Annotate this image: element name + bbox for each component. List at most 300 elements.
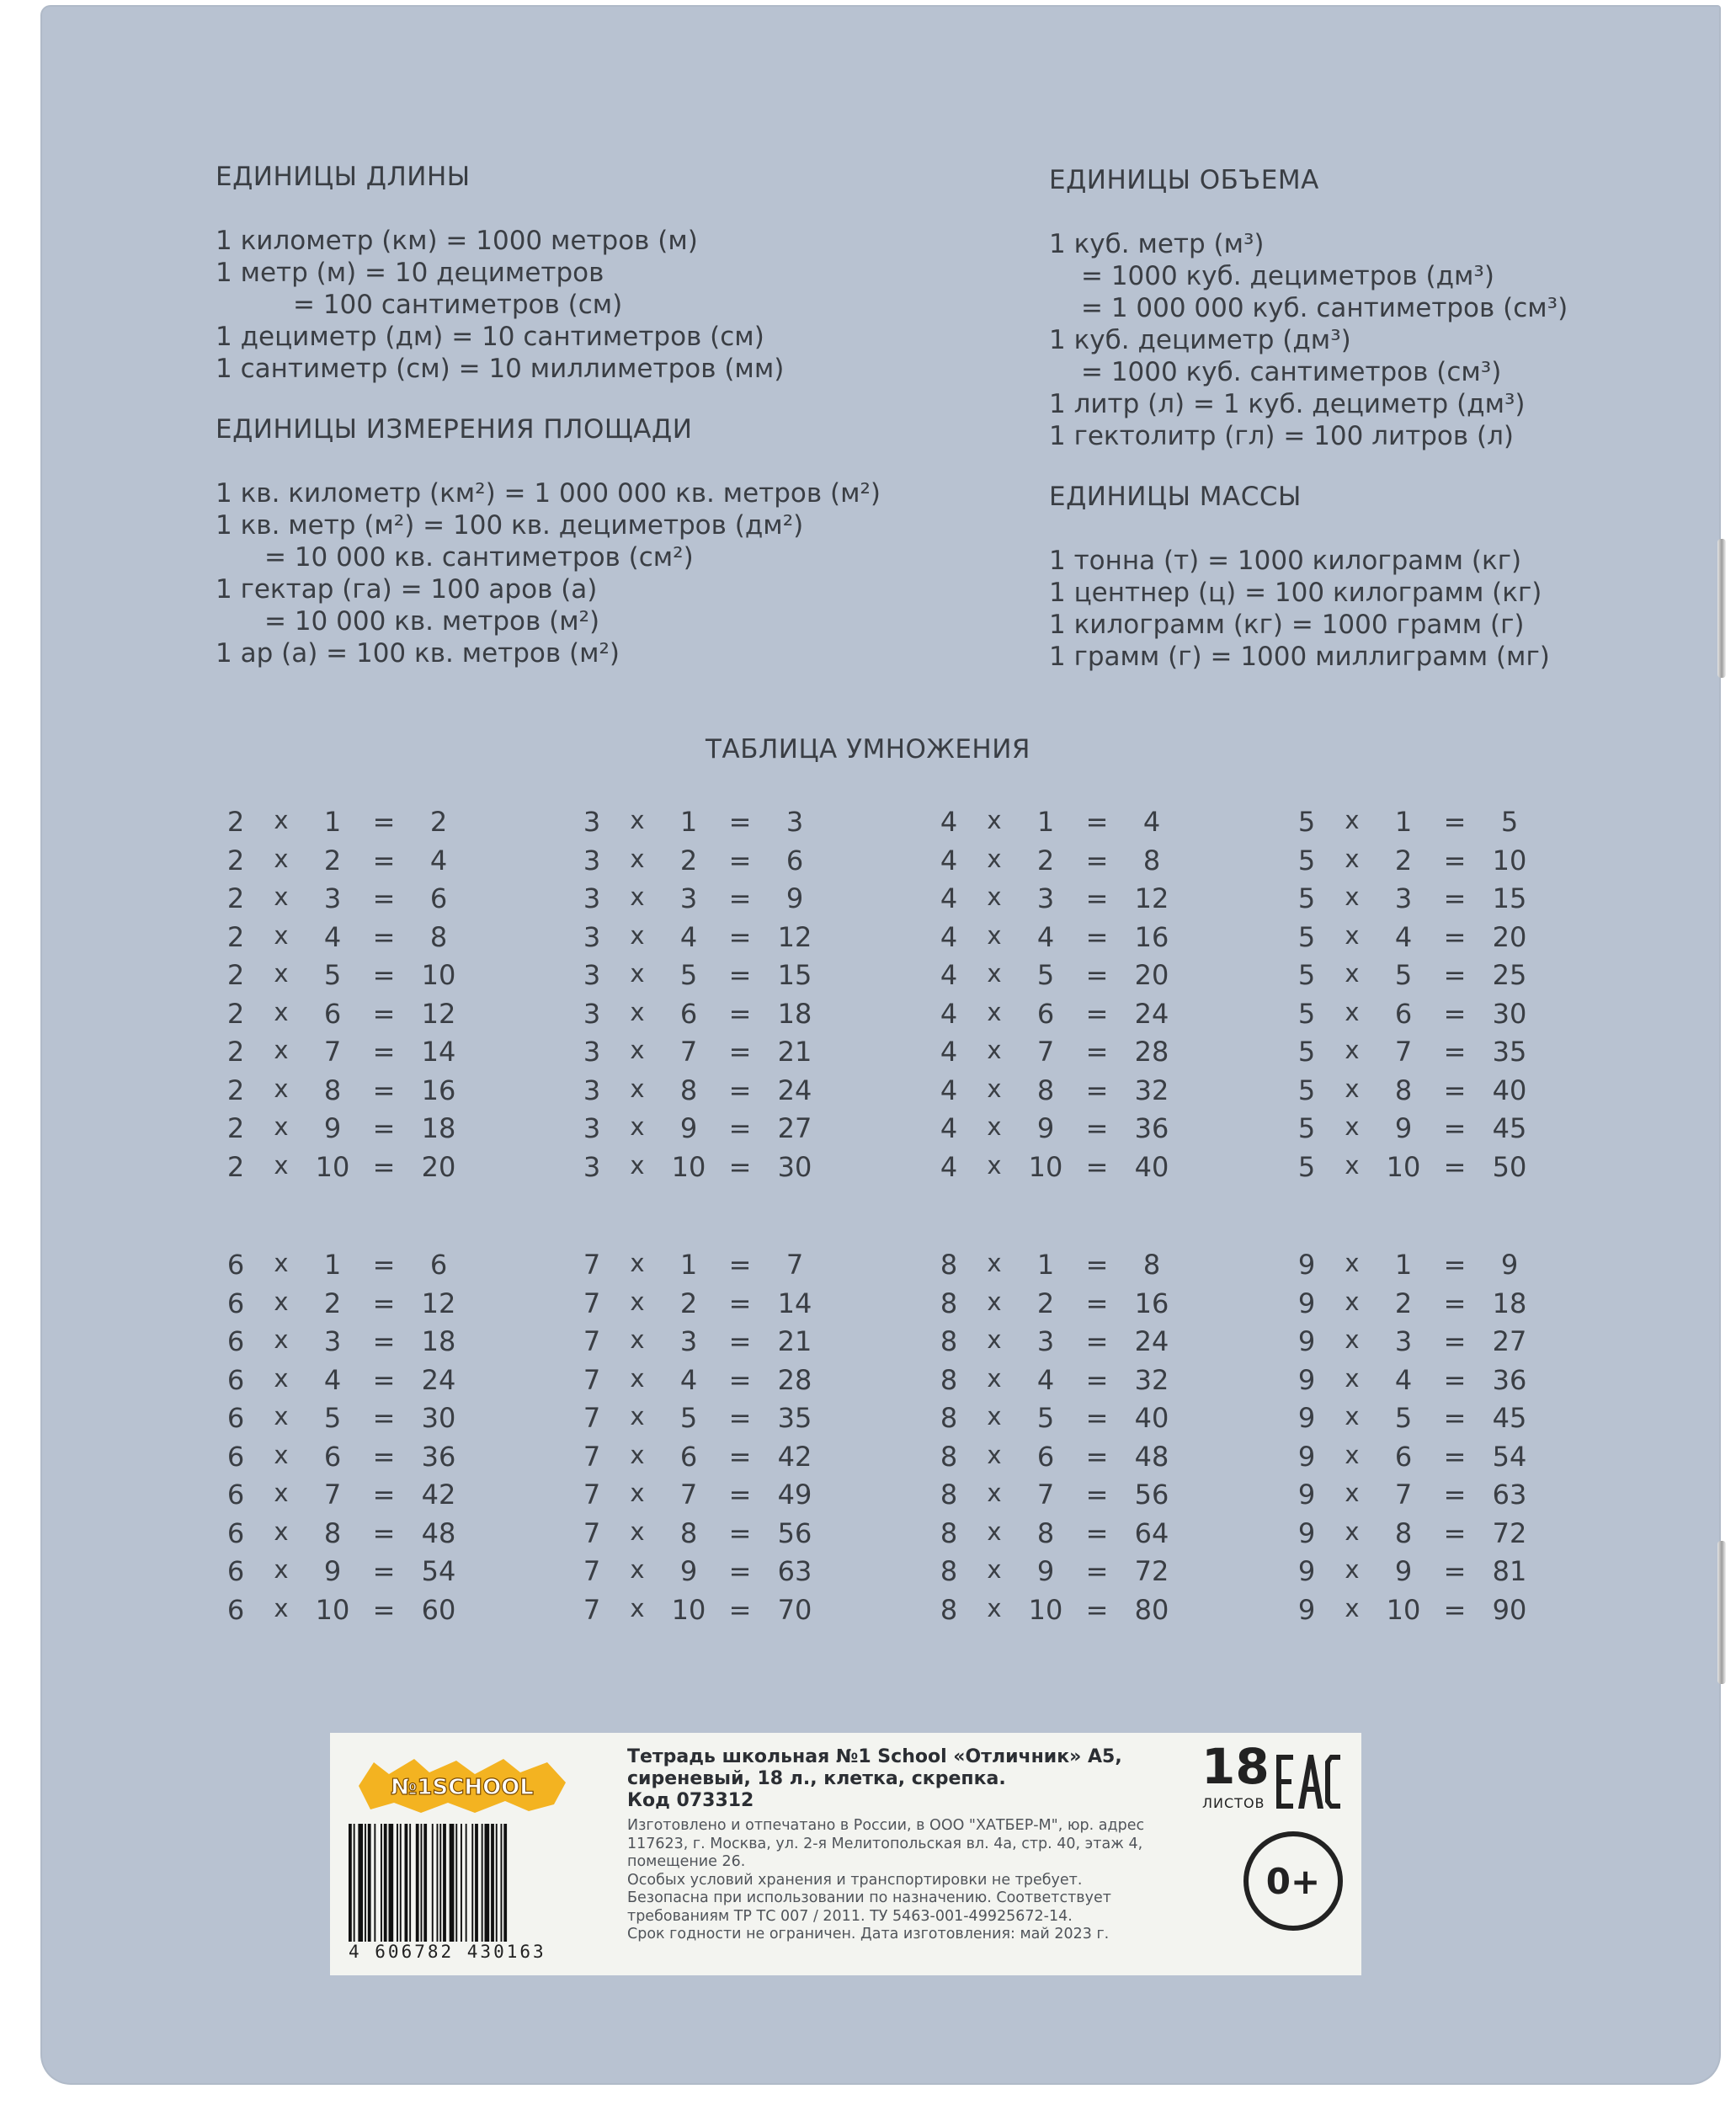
equals-sign: =: [728, 1036, 752, 1068]
multiplication-row: [223, 806, 476, 845]
multiplicand: 8: [940, 1402, 958, 1434]
multiplier: 8: [679, 1516, 698, 1549]
equals-sign: =: [1085, 806, 1109, 838]
multiplier: 3: [679, 882, 698, 914]
multiplicand: 5: [1297, 1112, 1316, 1144]
multiplicand: 8: [940, 1287, 958, 1319]
multiplicand: 6: [226, 1287, 245, 1319]
equals-sign: =: [372, 1074, 396, 1106]
multiplication-row: [1294, 1517, 1547, 1556]
barcode-bar: [432, 1824, 434, 1942]
times-sign: x: [1345, 1440, 1360, 1469]
multiplication-row: [936, 1287, 1189, 1326]
equals-sign: =: [728, 1287, 752, 1319]
multiplicand: 9: [1297, 1440, 1316, 1473]
times-sign: x: [987, 806, 1002, 834]
equals-sign: =: [372, 1440, 396, 1473]
multiplication-row: [936, 1151, 1189, 1190]
equals-sign: =: [1443, 1112, 1467, 1144]
multiplication-row: [1294, 1441, 1547, 1479]
multiplication-row: [579, 1287, 832, 1326]
times-sign: x: [274, 920, 289, 950]
multiplicand: 7: [583, 1325, 601, 1357]
product: 8: [1142, 844, 1161, 877]
product: 18: [421, 1112, 456, 1144]
equals-sign: =: [1085, 844, 1109, 877]
multiplication-row: [1294, 1074, 1547, 1113]
product: 50: [1492, 1150, 1527, 1183]
product: 20: [1134, 959, 1169, 991]
multiplier: 10: [315, 1150, 350, 1183]
multiplier: 4: [1394, 1363, 1413, 1396]
barcode-bar: [439, 1824, 441, 1942]
volume-line: 1 куб. метр (м³): [1049, 229, 1265, 259]
equals-sign: =: [728, 920, 752, 953]
multiplication-row: [1294, 1112, 1547, 1151]
multiplication-table-2: [223, 806, 476, 1189]
multiplication-row: [223, 1594, 476, 1633]
product: 28: [777, 1363, 812, 1396]
info-line: Срок годности не ограничен. Дата изготовления: май 2023 г.: [627, 1926, 1110, 1942]
multiplicand: 5: [1297, 1074, 1316, 1106]
times-sign: x: [1345, 1555, 1360, 1584]
multiplication-table-6: [223, 1249, 476, 1632]
barcode-bar: [496, 1824, 498, 1942]
product: 18: [1492, 1287, 1527, 1319]
multiplication-row: [223, 1287, 476, 1326]
equals-sign: =: [372, 1363, 396, 1396]
multiplicand: 4: [940, 920, 958, 953]
multiplier: 3: [323, 1325, 342, 1357]
product: 3: [785, 806, 804, 838]
product: 49: [777, 1479, 812, 1511]
length-units-block: [216, 161, 881, 669]
multiplicand: 3: [583, 1150, 601, 1183]
multiplication-row: [579, 1402, 832, 1441]
times-sign: x: [274, 1074, 289, 1103]
product: 30: [421, 1402, 456, 1434]
volume-line: = 1000 куб. сантиметров (см³): [1081, 357, 1502, 387]
volume-line: 1 литр (л) = 1 куб. дециметр (дм³): [1049, 389, 1526, 419]
area-line: 1 гектар (га) = 100 аров (а): [216, 574, 598, 605]
product: 60: [421, 1593, 456, 1626]
multiplicand: 6: [226, 1516, 245, 1549]
equals-sign: =: [372, 1516, 396, 1549]
equals-sign: =: [1085, 959, 1109, 991]
times-sign: x: [630, 1249, 645, 1277]
equals-sign: =: [1085, 1036, 1109, 1068]
times-sign: x: [630, 1593, 645, 1623]
volume-line: 1 куб. дециметр (дм³): [1049, 325, 1351, 355]
length-line: 1 дециметр (дм) = 10 сантиметров (см): [216, 322, 764, 352]
info-line: 117623, г. Москва, ул. 2-я Мелитопольская вл. 4а, стр. 40, этаж 4,: [627, 1835, 1143, 1852]
multiplication-table-5: [1294, 806, 1547, 1189]
barcode-bar: [409, 1824, 411, 1942]
multiplicand: 2: [226, 806, 245, 838]
multiplicand: 9: [1297, 1402, 1316, 1434]
product: 4: [429, 844, 448, 877]
times-sign: x: [630, 1150, 645, 1180]
multiplicand: 3: [583, 959, 601, 991]
equals-sign: =: [1443, 1036, 1467, 1068]
product: 63: [777, 1555, 812, 1587]
multiplier: 6: [323, 1440, 342, 1473]
volume-line: = 1 000 000 куб. сантиметров (см³): [1081, 293, 1568, 323]
multiplicand: 2: [226, 1150, 245, 1183]
barcode-bar: [501, 1824, 503, 1942]
multiplier: 10: [1386, 1150, 1421, 1183]
times-sign: x: [987, 1402, 1002, 1431]
mass-line: 1 грамм (г) = 1000 миллиграмм (мг): [1049, 642, 1550, 672]
multiplicand: 8: [940, 1516, 958, 1549]
barcode-bar: [349, 1824, 352, 1942]
multiplier: 8: [1394, 1074, 1413, 1106]
equals-sign: =: [372, 1036, 396, 1068]
multiplication-row: [223, 1036, 476, 1074]
times-sign: x: [987, 844, 1002, 873]
barcode-bar: [416, 1824, 419, 1942]
multiplier: 7: [1394, 1036, 1413, 1068]
multiplier: 2: [1394, 1287, 1413, 1319]
equals-sign: =: [728, 959, 752, 991]
equals-sign: =: [372, 1150, 396, 1183]
times-sign: x: [1345, 959, 1360, 988]
product: 12: [421, 1287, 456, 1319]
multiplication-table-4: [936, 806, 1189, 1189]
barcode-bar: [374, 1824, 375, 1942]
product-code: Код 073312: [627, 1790, 754, 1811]
times-sign: x: [630, 1112, 645, 1141]
multiplier: 4: [1036, 920, 1055, 953]
product: 10: [421, 959, 456, 991]
equals-sign: =: [1443, 1516, 1467, 1549]
times-sign: x: [630, 1363, 645, 1393]
multiplicand: 5: [1297, 806, 1316, 838]
multiplicand: 4: [940, 1036, 958, 1068]
multiplicand: 7: [583, 1287, 601, 1319]
multiplication-row: [936, 1112, 1189, 1151]
length-line: 1 метр (м) = 10 дециметров: [216, 258, 604, 288]
times-sign: x: [630, 1479, 645, 1507]
multiplication-row: [936, 845, 1189, 883]
product: 2: [429, 806, 448, 838]
product: 16: [1134, 920, 1169, 953]
times-sign: x: [1345, 806, 1360, 834]
multiplicand: 6: [226, 1402, 245, 1434]
product: 35: [1492, 1036, 1527, 1068]
multiplier: 5: [323, 1402, 342, 1434]
multiplication-title: ТАБЛИЦА УМНОЖЕНИЯ: [706, 734, 1030, 765]
equals-sign: =: [372, 1402, 396, 1434]
sheet-count-label: ЛИСТОВ: [1202, 1795, 1265, 1811]
product: 21: [777, 1325, 812, 1357]
product: 8: [1142, 1249, 1161, 1281]
multiplier: 9: [323, 1112, 342, 1144]
equals-sign: =: [372, 1112, 396, 1144]
times-sign: x: [987, 1287, 1002, 1316]
equals-sign: =: [372, 1479, 396, 1511]
multiplicand: 4: [940, 997, 958, 1030]
product: 12: [777, 920, 812, 953]
multiplicand: 5: [1297, 882, 1316, 914]
volume-units-block: [1049, 164, 1568, 673]
equals-sign: =: [1443, 1249, 1467, 1281]
times-sign: x: [274, 1593, 289, 1623]
multiplication-row: [1294, 1479, 1547, 1517]
multiplicand: 7: [583, 1555, 601, 1587]
product: 6: [429, 882, 448, 914]
product: 40: [1134, 1150, 1169, 1183]
times-sign: x: [274, 997, 289, 1026]
multiplier: 10: [1028, 1593, 1063, 1626]
multiplication-row: [936, 998, 1189, 1037]
multiplication-row: [936, 1555, 1189, 1594]
equals-sign: =: [1085, 882, 1109, 914]
multiplicand: 6: [226, 1363, 245, 1396]
multiplicand: 4: [940, 806, 958, 838]
equals-sign: =: [1085, 1112, 1109, 1144]
area-line: 1 кв. километр (км²) = 1 000 000 кв. метров (м²): [216, 478, 881, 509]
info-line: Безопасна при использовании по назначению. Соответствует: [627, 1889, 1111, 1906]
multiplication-row: [579, 1517, 832, 1556]
product: 28: [1134, 1036, 1169, 1068]
product-title: [627, 1746, 1122, 1812]
multiplicand: 8: [940, 1479, 958, 1511]
barcode-bar: [471, 1824, 473, 1942]
multiplier: 10: [1386, 1593, 1421, 1626]
times-sign: x: [630, 1074, 645, 1103]
age-rating-badge: 0+: [1243, 1831, 1343, 1931]
mass-line: 1 центнер (ц) = 100 килограмм (кг): [1049, 578, 1542, 608]
multiplication-row: [579, 1151, 832, 1190]
product-title-line: сиреневый, 18 л., клетка, скрепка.: [627, 1768, 1006, 1789]
barcode-bar: [389, 1824, 394, 1942]
product: 30: [1492, 997, 1527, 1030]
product: 30: [777, 1150, 812, 1183]
multiplier: 9: [679, 1112, 698, 1144]
times-sign: x: [274, 1112, 289, 1141]
length-line: = 100 сантиметров (см): [293, 290, 623, 320]
equals-sign: =: [1085, 1287, 1109, 1319]
product: 8: [429, 920, 448, 953]
multiplicand: 8: [940, 1593, 958, 1626]
multiplicand: 7: [583, 1402, 601, 1434]
multiplier: 8: [679, 1074, 698, 1106]
school-logo: [349, 1754, 576, 1816]
product: 27: [1492, 1325, 1527, 1357]
manufacturer-info: [627, 1817, 1144, 1944]
product: 4: [1142, 806, 1161, 838]
multiplication-row: [1294, 1402, 1547, 1441]
multiplication-row: [223, 1555, 476, 1594]
product: 24: [421, 1363, 456, 1396]
times-sign: x: [274, 959, 289, 988]
multiplication-row: [223, 1364, 476, 1403]
product: 36: [421, 1440, 456, 1473]
equals-sign: =: [1085, 1074, 1109, 1106]
times-sign: x: [987, 1593, 1002, 1623]
product: 90: [1492, 1593, 1527, 1626]
multiplicand: 9: [1297, 1249, 1316, 1281]
times-sign: x: [1345, 1363, 1360, 1393]
multiplication-row: [223, 1112, 476, 1151]
product: 20: [421, 1150, 456, 1183]
multiplicand: 7: [583, 1440, 601, 1473]
multiplier: 4: [1036, 1363, 1055, 1396]
product: 40: [1492, 1074, 1527, 1106]
multiplicand: 4: [940, 1074, 958, 1106]
times-sign: x: [1345, 1593, 1360, 1623]
times-sign: x: [630, 920, 645, 950]
times-sign: x: [274, 1249, 289, 1277]
multiplier: 1: [1036, 1249, 1055, 1281]
multiplier: 7: [1036, 1479, 1055, 1511]
multiplicand: 5: [1297, 920, 1316, 953]
product: 56: [1134, 1479, 1169, 1511]
product: 63: [1492, 1479, 1527, 1511]
multiplication-row: [223, 845, 476, 883]
multiplication-row: [1294, 998, 1547, 1037]
multiplicand: 7: [583, 1479, 601, 1511]
equals-sign: =: [1443, 1150, 1467, 1183]
equals-sign: =: [1085, 1150, 1109, 1183]
equals-sign: =: [728, 1074, 752, 1106]
multiplication-row: [936, 882, 1189, 921]
equals-sign: =: [372, 1287, 396, 1319]
multiplier: 3: [1394, 882, 1413, 914]
equals-sign: =: [728, 1112, 752, 1144]
multiplier: 1: [1394, 1249, 1413, 1281]
multiplier: 5: [1036, 959, 1055, 991]
area-heading: ЕДИНИЦЫ ИЗМЕРЕНИЯ ПЛОЩАДИ: [216, 414, 693, 445]
equals-sign: =: [1085, 1402, 1109, 1434]
equals-sign: =: [1085, 1440, 1109, 1473]
barcode-bar: [384, 1824, 387, 1942]
barcode-bar: [397, 1824, 398, 1942]
times-sign: x: [1345, 1074, 1360, 1103]
multiplication-row: [936, 1249, 1189, 1287]
multiplier: 4: [323, 920, 342, 953]
multiplicand: 9: [1297, 1555, 1316, 1587]
equals-sign: =: [1443, 1074, 1467, 1106]
info-line: требованиям ТР ТС 007 / 2011. ТУ 5463-001-49925672-14.: [627, 1907, 1073, 1925]
times-sign: x: [274, 1287, 289, 1316]
multiplicand: 7: [583, 1249, 601, 1281]
times-sign: x: [1345, 844, 1360, 873]
times-sign: x: [987, 1440, 1002, 1469]
equals-sign: =: [728, 1150, 752, 1183]
multiplicand: 9: [1297, 1363, 1316, 1396]
equals-sign: =: [372, 1325, 396, 1357]
multiplicand: 6: [226, 1555, 245, 1587]
multiplication-row: [936, 959, 1189, 998]
multiplier: 5: [1036, 1402, 1055, 1434]
equals-sign: =: [1443, 1402, 1467, 1434]
times-sign: x: [987, 1363, 1002, 1393]
mass-line: 1 тонна (т) = 1000 килограмм (кг): [1049, 546, 1522, 576]
multiplicand: 2: [226, 1036, 245, 1068]
equals-sign: =: [1443, 882, 1467, 914]
barcode-bar: [461, 1824, 462, 1942]
multiplier: 7: [323, 1036, 342, 1068]
multiplication-row: [936, 1402, 1189, 1441]
multiplicand: 2: [226, 1074, 245, 1106]
barcode-bar: [405, 1824, 408, 1942]
multiplication-row: [579, 806, 832, 845]
product: 72: [1134, 1555, 1169, 1587]
times-sign: x: [274, 1479, 289, 1507]
product: 12: [421, 997, 456, 1030]
multiplicand: 8: [940, 1363, 958, 1396]
multiplier: 8: [323, 1516, 342, 1549]
multiplier: 1: [323, 806, 342, 838]
times-sign: x: [1345, 920, 1360, 950]
multiplication-row: [223, 1325, 476, 1364]
length-line: 1 сантиметр (см) = 10 миллиметров (мм): [216, 354, 785, 384]
multiplier: 6: [1394, 1440, 1413, 1473]
multiplication-row: [223, 1074, 476, 1113]
equals-sign: =: [1443, 1325, 1467, 1357]
multiplicand: 4: [940, 1112, 958, 1144]
times-sign: x: [630, 1402, 645, 1431]
times-sign: x: [987, 1555, 1002, 1584]
multiplier: 6: [679, 1440, 698, 1473]
multiplicand: 2: [226, 882, 245, 914]
equals-sign: =: [1443, 997, 1467, 1030]
product: 5: [1500, 806, 1519, 838]
equals-sign: =: [1085, 920, 1109, 953]
product: 18: [777, 997, 812, 1030]
product-label: [330, 1733, 1361, 1975]
multiplication-table-7: [579, 1249, 832, 1632]
volume-line: = 1000 куб. дециметров (дм³): [1081, 261, 1494, 291]
barcode-bar: [491, 1824, 494, 1942]
volume-line: 1 гектолитр (гл) = 100 литров (л): [1049, 421, 1515, 451]
times-sign: x: [987, 1150, 1002, 1180]
barcode-bar: [482, 1824, 483, 1942]
equals-sign: =: [728, 997, 752, 1030]
multiplication-row: [579, 1555, 832, 1594]
barcode-bar: [475, 1824, 478, 1942]
multiplication-row: [1294, 1287, 1547, 1326]
equals-sign: =: [728, 1363, 752, 1396]
multiplicand: 5: [1297, 959, 1316, 991]
area-line: = 10 000 кв. метров (м²): [264, 606, 600, 637]
multiplier: 5: [679, 959, 698, 991]
product: 14: [421, 1036, 456, 1068]
multiplicand: 4: [940, 1150, 958, 1183]
multiplier: 5: [1394, 959, 1413, 991]
multiplier: 4: [1394, 920, 1413, 953]
equals-sign: =: [1085, 1249, 1109, 1281]
times-sign: x: [1345, 1325, 1360, 1354]
multiplier: 10: [671, 1150, 706, 1183]
barcode-bar: [365, 1824, 366, 1942]
multiplication-row: [223, 1479, 476, 1517]
times-sign: x: [630, 1440, 645, 1469]
eac-certification-icon: [1273, 1751, 1344, 1812]
product: 15: [777, 959, 812, 991]
times-sign: x: [1345, 1516, 1360, 1546]
multiplication-row: [1294, 1555, 1547, 1594]
multiplier: 7: [1394, 1479, 1413, 1511]
times-sign: x: [987, 920, 1002, 950]
product: 9: [785, 882, 804, 914]
multiplication-row: [936, 1517, 1189, 1556]
multiplication-row: [936, 1074, 1189, 1113]
multiplication-row: [579, 921, 832, 960]
equals-sign: =: [1443, 844, 1467, 877]
